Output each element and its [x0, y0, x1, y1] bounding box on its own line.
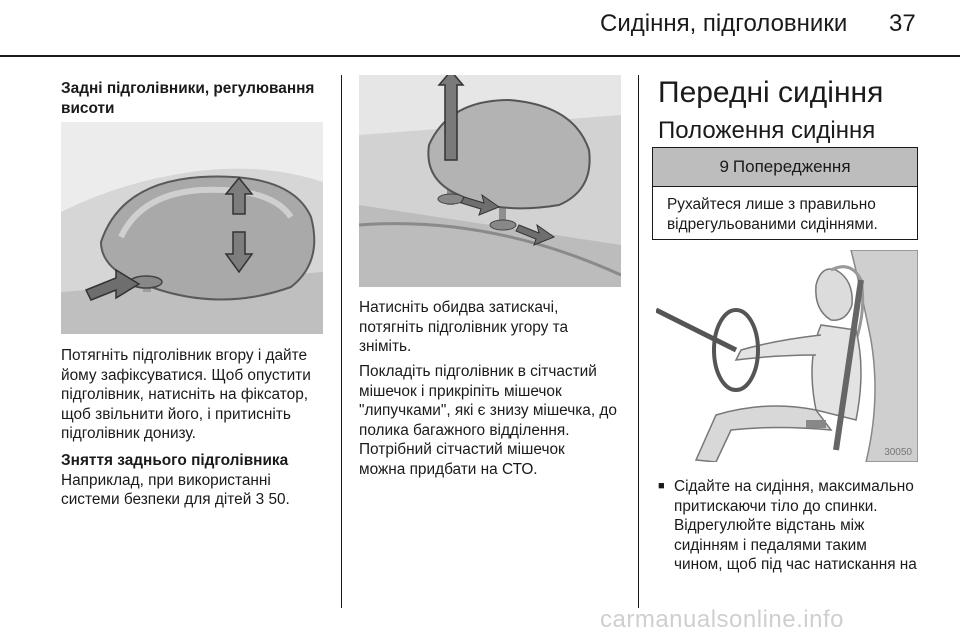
- text-line: сидінням і педалями таким: [674, 536, 867, 554]
- text-line: Рухайтеся лише з правильно: [667, 196, 876, 213]
- image-label: 30050: [884, 447, 912, 458]
- warning-header: [653, 148, 917, 187]
- text-line: "липучками", які є знизу мішечка, до: [359, 402, 617, 419]
- text-line: Сідайте на сидіння, максимально: [674, 478, 914, 495]
- text-line: можна придбати на СТО.: [359, 460, 538, 478]
- header-title: Сидіння, підголовники: [600, 10, 848, 37]
- page-ref-number[interactable]: 50.: [268, 491, 290, 508]
- text-line: Наприклад, при використанні: [61, 471, 271, 489]
- text-line: підголівник, натисніть на фіксатор,: [61, 386, 309, 403]
- text-line: полика багажного відділення.: [359, 421, 570, 439]
- text-line: щоб звільнити його, і притисніть: [61, 405, 291, 423]
- page-number: 37: [889, 10, 916, 37]
- header-rule: [0, 55, 960, 57]
- warning-text: [653, 187, 917, 234]
- text-line: йому зафіксуватися. Щоб опустити: [61, 366, 311, 384]
- text-line: Потрібний сітчастий мішечок: [359, 441, 565, 458]
- seating-position-illustration: [656, 250, 918, 462]
- text-line: зніміть.: [359, 338, 412, 355]
- page-ref-icon: 3: [255, 491, 265, 508]
- text-line: Натисніть обидва затискачі,: [359, 299, 559, 316]
- list-item: [658, 477, 920, 575]
- text-fragment: системи безпеки для дітей: [61, 491, 252, 508]
- text-line: відрегульованими сидіннями.: [667, 215, 878, 233]
- warning-icon: 9: [719, 157, 729, 176]
- headrest-removal-illustration: [359, 75, 621, 287]
- text-line-with-ref: [61, 490, 336, 510]
- text-line: мішечок і прикріпіть мішечок: [359, 382, 562, 400]
- subsection-title: Положення сидіння: [658, 117, 876, 144]
- text-line: Потягніть підголівник вгору і дайте: [61, 347, 308, 364]
- text-line: притискаючи тіло до спинки.: [674, 497, 878, 515]
- col2-paragraph-2: [359, 362, 634, 479]
- subsection-heading: Зняття заднього підголівника: [61, 452, 289, 469]
- bullet-square-icon: ■: [658, 480, 665, 492]
- bullet-list: [658, 477, 920, 575]
- column-divider-1: [341, 75, 342, 608]
- section-title: Передні сидіння: [658, 76, 884, 109]
- text-line: підголівник донизу.: [61, 425, 196, 442]
- text-line: потягніть підголівник угору та: [359, 318, 569, 336]
- column-divider-2: [638, 75, 639, 608]
- text-line: Покладіть підголівник в сітчастий: [359, 363, 597, 380]
- text-line: чином, щоб під час натискання на: [674, 556, 917, 573]
- col1-paragraph-1: [61, 346, 336, 444]
- heading-line: Задні підголівники, регулювання: [61, 80, 315, 97]
- watermark: carmanualsonline.info: [600, 606, 844, 633]
- text-line: Відрегулюйте відстань між: [674, 517, 865, 534]
- bullet-text: [674, 477, 917, 575]
- warning-box: [652, 147, 918, 240]
- warning-title: Попередження: [732, 157, 851, 176]
- section-heading: [61, 79, 331, 118]
- headrest-adjust-illustration: [61, 122, 323, 334]
- col2-paragraph-1: [359, 298, 634, 357]
- heading-line: висоти: [61, 99, 115, 117]
- col1-subsection: [61, 451, 336, 510]
